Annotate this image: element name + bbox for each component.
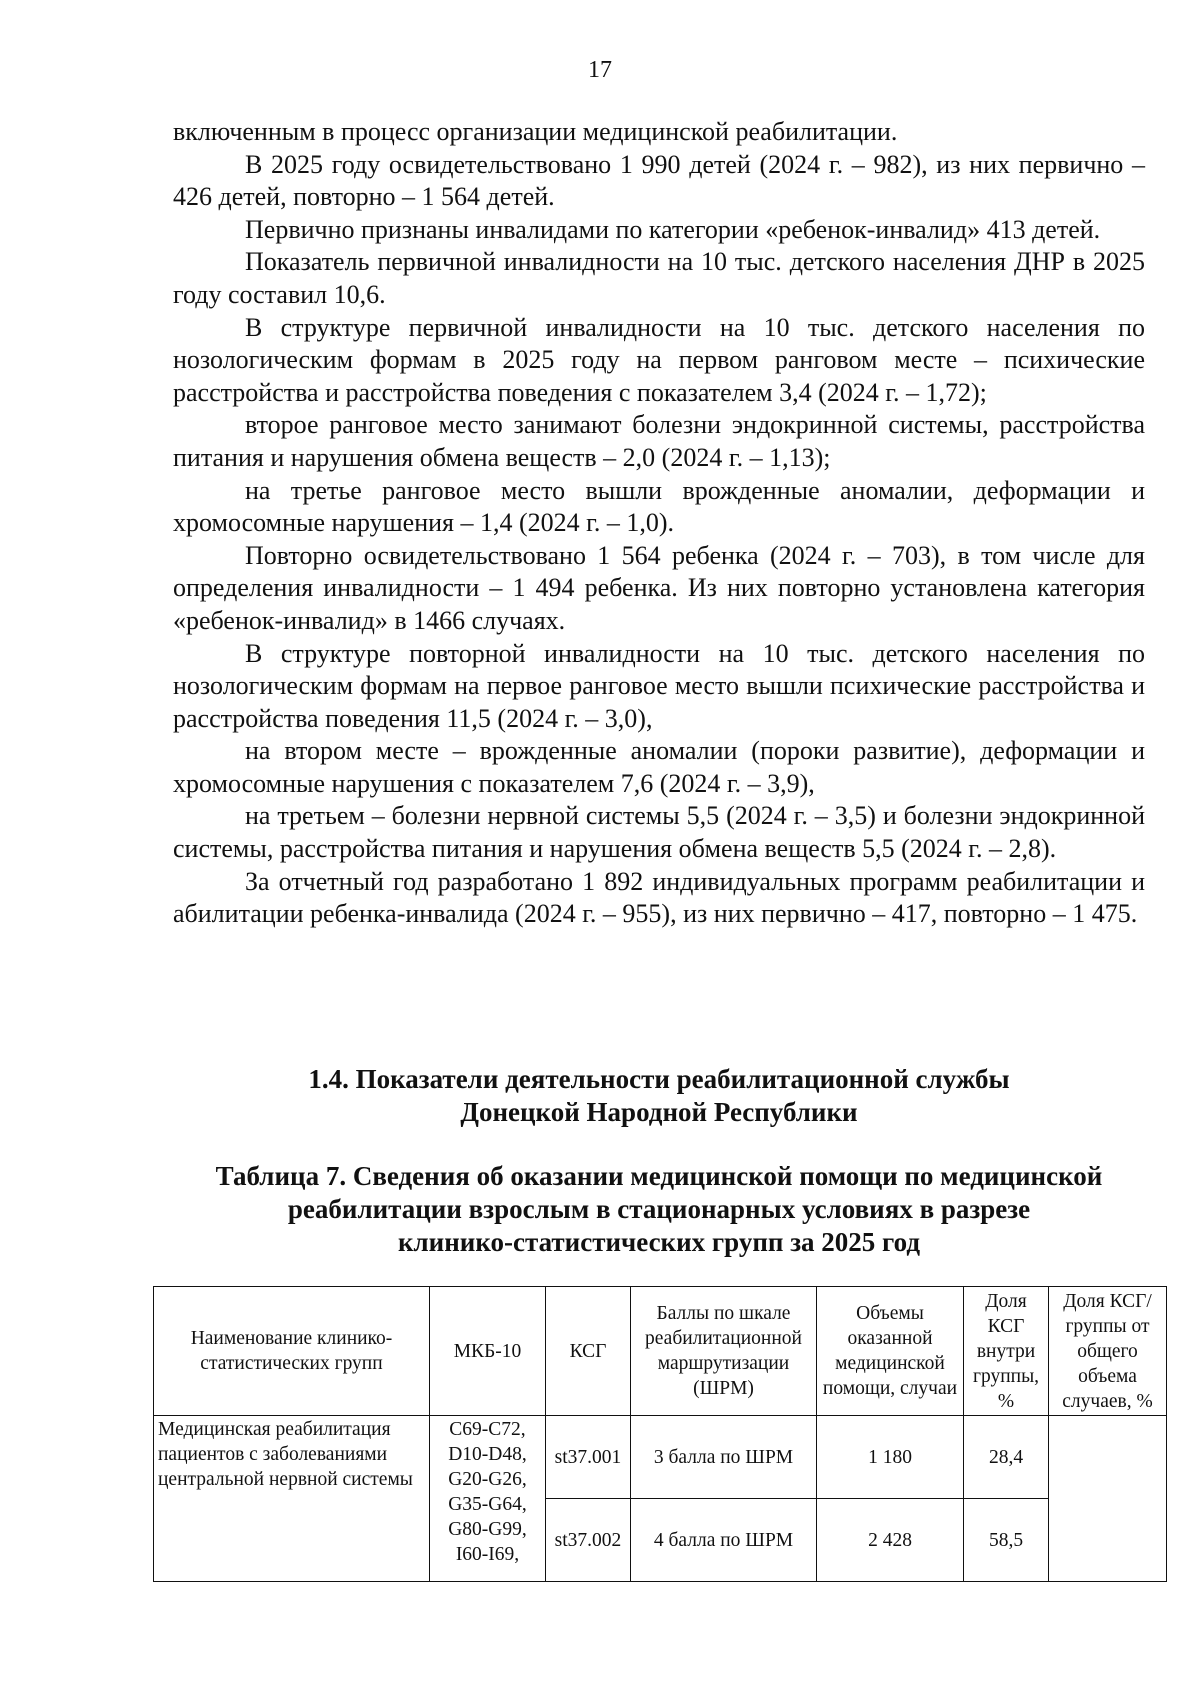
table-title-line: клинико-статистических групп за 2025 год (397, 1227, 921, 1257)
table-title-line: Таблица 7. Сведения об оказании медицинской помощи по медицинской (215, 1161, 1103, 1191)
mkb-code: C69-C72, (449, 1419, 526, 1440)
header-shrm-score: Баллы по шкале реабилитационной маршрутизации (ШРМ) (631, 1287, 817, 1416)
paragraph: на втором месте – врожденные аномалии (пороки развитие), деформации и хромосомные нарушения с показателем 7,6 (2024 г. – 3,9), (173, 736, 1145, 798)
group-name-cell: Медицинская реабилитация пациентов с заболеваниями центральной нервной системы (154, 1416, 430, 1582)
paragraph: включенным в процесс организации медицинской реабилитации. (173, 117, 898, 146)
volume-cell: 2 428 (817, 1499, 964, 1582)
section-heading (173, 1063, 1145, 1129)
table-header-row (154, 1287, 1167, 1416)
mkb-code: G20-G26, (448, 1469, 527, 1490)
paragraph: Повторно освидетельствовано 1 564 ребенка (2024 г. – 703), в том числе для определения инвалидности – 1 494 ребенка. Из них повторно установлена категория «ребенок-инвалид» в 1466 случаях. (173, 540, 1145, 635)
section-heading-line: Донецкой Народной Республики (460, 1097, 858, 1127)
paragraph: В 2025 году освидетельствовано 1 990 детей (2024 г. – 982), из них первично – 426 детей, повторно – 1 564 детей. (173, 149, 1145, 212)
paragraph: В структуре повторной инвалидности на 10 тыс. детского населения по нозологическим формам на первое ранговое место вышли психические расстройства и расстройства поведения 11,5 (2024 г. – 3,0), (173, 638, 1145, 733)
share-total-cell (1049, 1416, 1167, 1582)
table-title (173, 1160, 1145, 1259)
table-row (154, 1416, 1167, 1499)
shrm-score-cell: 3 балла по ШРМ (631, 1416, 817, 1499)
rehab-ksg-table (153, 1286, 1167, 1582)
paragraph: В структуре первичной инвалидности на 10 тыс. детского населения по нозологическим формам в 2025 году на первом ранговом месте – психические расстройства и расстройства поведения с показателем 3,4 (2024 г. – 1,72); (173, 312, 1145, 407)
page-number: 17 (588, 57, 612, 83)
mkb-codes-cell (430, 1416, 546, 1582)
shrm-score-cell: 4 балла по ШРМ (631, 1499, 817, 1582)
paragraph: на третье ранговое место вышли врожденные аномалии, деформации и хромосомные нарушения – 1,4 (2024 г. – 1,0). (173, 475, 1145, 538)
section-heading-line: 1.4. Показатели деятельности реабилитационной службы (308, 1064, 1010, 1094)
table-title-line: реабилитации взрослым в стационарных условиях в разрезе (287, 1194, 1031, 1224)
mkb-code: G35-G64, (448, 1494, 527, 1515)
header-mkb: МКБ-10 (430, 1287, 546, 1416)
header-share-in-group: Доля КСГ внутри группы, % (964, 1287, 1049, 1416)
paragraph: Первично признаны инвалидами по категории «ребенок-инвалид» 413 детей. (245, 214, 1101, 244)
ksg-cell: st37.001 (546, 1416, 631, 1499)
header-share-total: Доля КСГ/ группы от общего объема случаев, % (1049, 1287, 1167, 1416)
ksg-cell: st37.002 (546, 1499, 631, 1582)
volume-cell: 1 180 (817, 1416, 964, 1499)
header-volume: Объемы оказанной медицинской помощи, случаи (817, 1287, 964, 1416)
mkb-code: D10-D48, (448, 1444, 527, 1465)
share-in-group-cell: 58,5 (964, 1499, 1049, 1582)
header-ksg: КСГ (546, 1287, 631, 1416)
paragraph: на третьем – болезни нервной системы 5,5 (2024 г. – 3,5) и болезни эндокринной системы, расстройства питания и нарушения обмена веществ 5,5 (2024 г. – 2,8). (173, 801, 1145, 864)
header-group-name: Наименование клинико-статистических групп (154, 1287, 430, 1416)
paragraph: второе ранговое место занимают болезни эндокринной системы, расстройства питания и нарушения обмена веществ – 2,0 (2024 г. – 1,13); (173, 410, 1145, 472)
mkb-code: G80-G99, (448, 1519, 527, 1540)
paragraph: За отчетный год разработано 1 892 индивидуальных программ реабилитации и абилитации ребенка-инвалида (2024 г. – 955), из них первично – 417, повторно – 1 475. (173, 866, 1145, 929)
paragraph: Показатель первичной инвалидности на 10 тыс. детского населения ДНР в 2025 году составил 10,6. (173, 247, 1145, 309)
share-in-group-cell: 28,4 (964, 1416, 1049, 1499)
body-text (173, 116, 1145, 931)
mkb-code: I60-I69, (455, 1544, 520, 1565)
